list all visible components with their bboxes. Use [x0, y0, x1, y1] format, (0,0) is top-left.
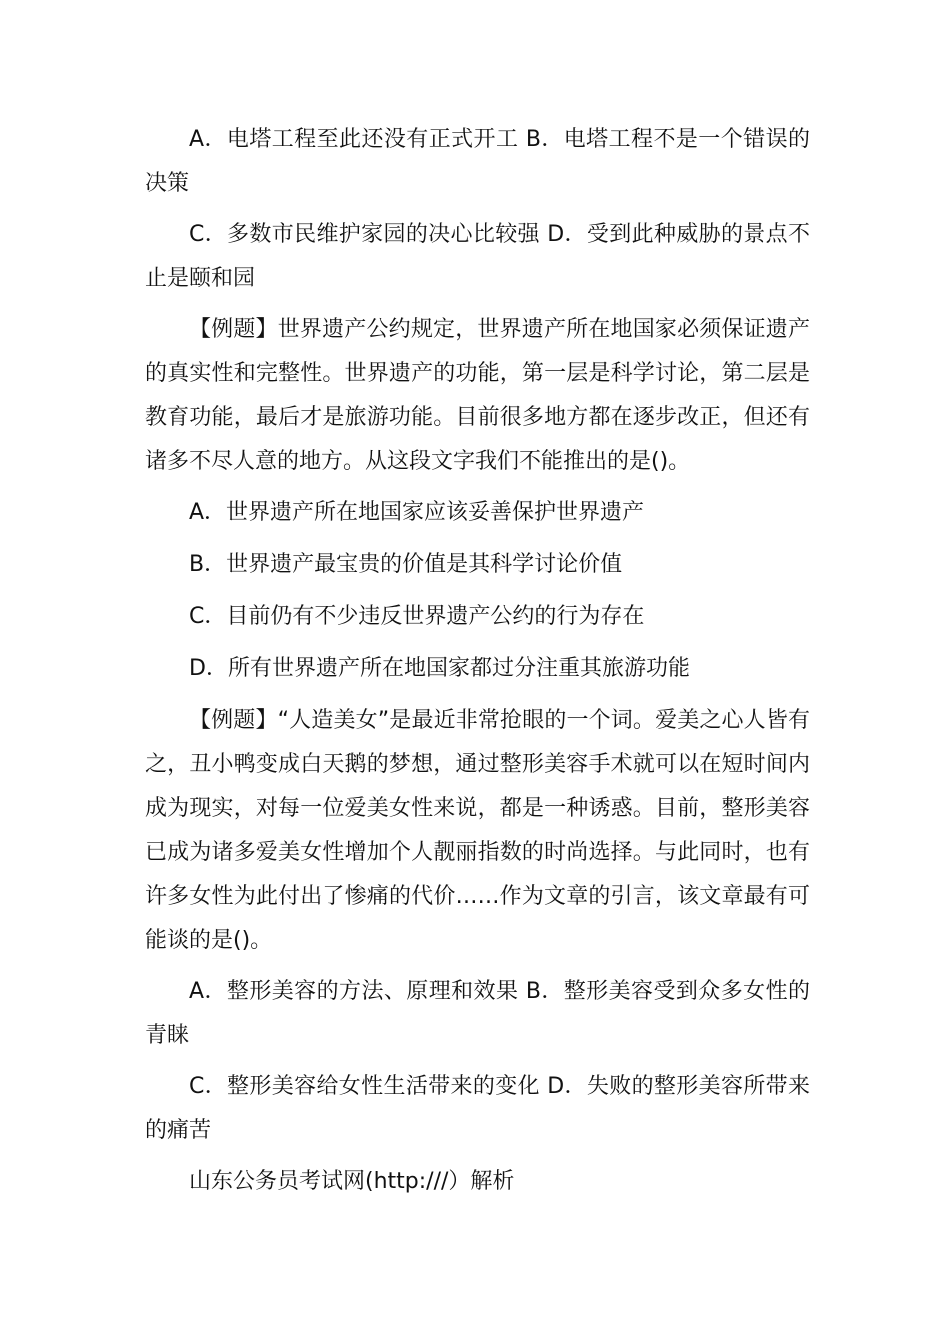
option-line-c-d-3: C．整形美容给女性生活带来的变化 D．失败的整形美容所带来的痛苦	[145, 1074, 811, 1143]
source-line: 山东公务员考试网(http:///）解析	[189, 1169, 515, 1194]
example-question-1: 【例题】世界遗产公约规定，世界遗产所在地国家必须保证遗产的真实性和完整性。世界遗产的功能，第一层是科学讨论，第二层是教育功能，最后才是旅游功能。目前很多地方都在逐步改正，但还有诸多不尽人意的地方。从这段文字我们不能推出的是()。	[145, 317, 810, 474]
option-line-c-d-1: C．多数市民维护家园的决心比较强 D．受到此种威胁的景点不止是颐和园	[145, 222, 811, 291]
option-line-a-b-1: A．电塔工程至此还没有正式开工 B．电塔工程不是一个错误的决策	[145, 127, 810, 196]
option-d-2: D．所有世界遗产所在地国家都过分注重其旅游功能	[189, 656, 690, 681]
document-page	[145, 118, 810, 1211]
option-b-2: B．世界遗产最宝贵的价值是其科学讨论价值	[189, 552, 623, 577]
option-c-2: C．目前仍有不少违反世界遗产公约的行为存在	[189, 604, 645, 629]
option-a-2: A．世界遗产所在地国家应该妥善保护世界遗产	[189, 500, 645, 525]
option-line-a-b-3: A．整形美容的方法、原理和效果 B．整形美容受到众多女性的青睐	[145, 979, 810, 1048]
example-question-2: 【例题】“人造美女”是最近非常抢眼的一个词。爱美之心人皆有之，丑小鸭变成白天鹅的梦想，通过整形美容手术就可以在短时间内成为现实，对每一位爱美女性来说，都是一种诱惑。目前，整形美容已成为诸多爱美女性增加个人靓丽指数的时尚选择。与此同时，也有许多女性为此付出了惨痛的代价……作为文章的引言，该文章最有可能谈的是()。	[145, 708, 810, 953]
